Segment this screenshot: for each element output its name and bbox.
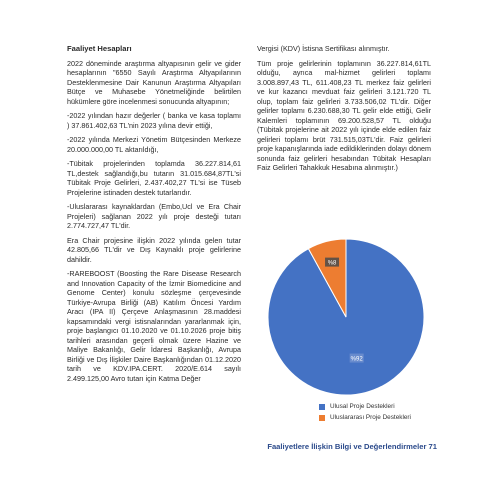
legend-swatch xyxy=(319,415,325,421)
left-paragraph: 2022 döneminde araştırma altyapısının gelir ve gider hesaplarının "6550 Sayılı Araştırma Altyapılarının Desteklenmesine Dair Kanunun Araştırma Altyapıları Bütçe ve Muhasebe Yönetmeliğinde belirtilen hükümlere göre incelenmesi sonucunda altyapının; xyxy=(67,58,241,106)
pie-label-1 xyxy=(325,258,339,267)
svg-text:%8: %8 xyxy=(327,260,337,267)
legend-swatch xyxy=(319,404,325,410)
legend-label: Ulusal Proje Destekleri xyxy=(330,403,395,410)
page-footer: Faaliyetlere İlişkin Bilgi ve Değerlendirmeler 71 xyxy=(267,442,437,451)
pie-chart xyxy=(265,236,427,398)
left-paragraph: Era Chair projesine ilişkin 2022 yılında gelen tutar 42.805,66 TL'dir ve Dış Kaynaklı proje gelirlerine dahildir. xyxy=(67,235,241,264)
right-column xyxy=(257,44,431,178)
left-paragraph: -Uluslararası kaynaklardan (Embo,Ucl ve Era Chair Projeleri) sağlanan 2022 yılı proje desteği tutarı 2.774.727,47 TL'dir. xyxy=(67,202,241,230)
left-paragraph: -2022 yılından hazır değerler ( banka ve kasa toplamı ) 37.861.402,63 TL'nin 2023 yılına devir ettiği, xyxy=(67,111,241,130)
left-paragraph: -Tübitak projelerinden toplamda 36.227.814,61 TL,destek sağlandığı,bu tutarın 31.015.684,87TL'si Tübitak Proje Gelirleri, 2.437.402,27 TL'si ise Tüseb Projelerine istinaden destek tutarlarıdır. xyxy=(67,159,241,197)
legend-label: Uluslararası Proje Destekleri xyxy=(330,414,411,421)
right-paragraph: Tüm proje gelirlerinin toplamının 36.227.814,61TL olduğu, ayrıca mal-hizmet gelirleri toplamı 3.008.897,43 TL, 611.408,23 TL merkez faiz gelirleri ve kur kazancı mevduat faiz gelirleri 3.121.720 TL olup, toplam faiz gelirleri 3.733.506,02 TL'dir. Diğer gelirler toplamı 6.230.688,30 TL gelir elde ettiği, Gelir Kalemleri toplamının 69.200.528,57 TL olduğu (Tübitak projelerine ait 2022 yılı içinde elde edilen faiz gelirleri toplamı brüt 731.515,03TL'dir. Faiz gelirleri proje kapanışlarında iade edildiklerinden dolayı dönem sonunda faiz gelirleri hesabından Tübitak Hesapları Faiz Gelirleri Tahakkuk Hesabına alınmıştır.) xyxy=(257,58,431,172)
chart-legend xyxy=(319,401,411,423)
left-paragraph: -RAREBOOST (Boosting the Rare Disease Research and Innovation Capacity of the İzmir Biomedicine and Genome Center) konulu sözleşme çerçevesinde Türkiye-Avrupa Birliği (AB) Katılım Öncesi Yardım Aracı (IPA II) Çerçeve Anlaşmasının 28.maddesi kapsamındaki vergi istisnalarından yararlanmak için, proje başlangıcı 01.10.2020 ve 01.10.2026 proje bitiş tarihleri arasından geçerli olmak üzere Hazine ve Maliye Bakanlığı, Gelir İdaresi Başkanlığı, Avrupa Birliği ve Dış İlişkiler Daire Başkanlığından 01.12.2020 tarih ve KDV.IPA.CERT. 2020/E.614 sayılı 2.499.125,00 Avro tutarı için Katma Değer xyxy=(67,269,241,383)
section-heading: Faaliyet Hesapları xyxy=(67,44,132,53)
svg-text:%92: %92 xyxy=(350,356,363,363)
right-paragraph: Vergisi (KDV) İstisna Sertifikası alınmıştır. xyxy=(257,44,390,53)
legend-item-international xyxy=(319,412,411,423)
left-paragraph: -2022 yılında Merkezi Yönetim Bütçesinden Merkeze 20.000.000,00 TL aktarıldığı, xyxy=(67,135,241,154)
legend-item-national xyxy=(319,401,411,412)
pie-label-0 xyxy=(350,354,364,363)
left-column xyxy=(67,44,241,388)
